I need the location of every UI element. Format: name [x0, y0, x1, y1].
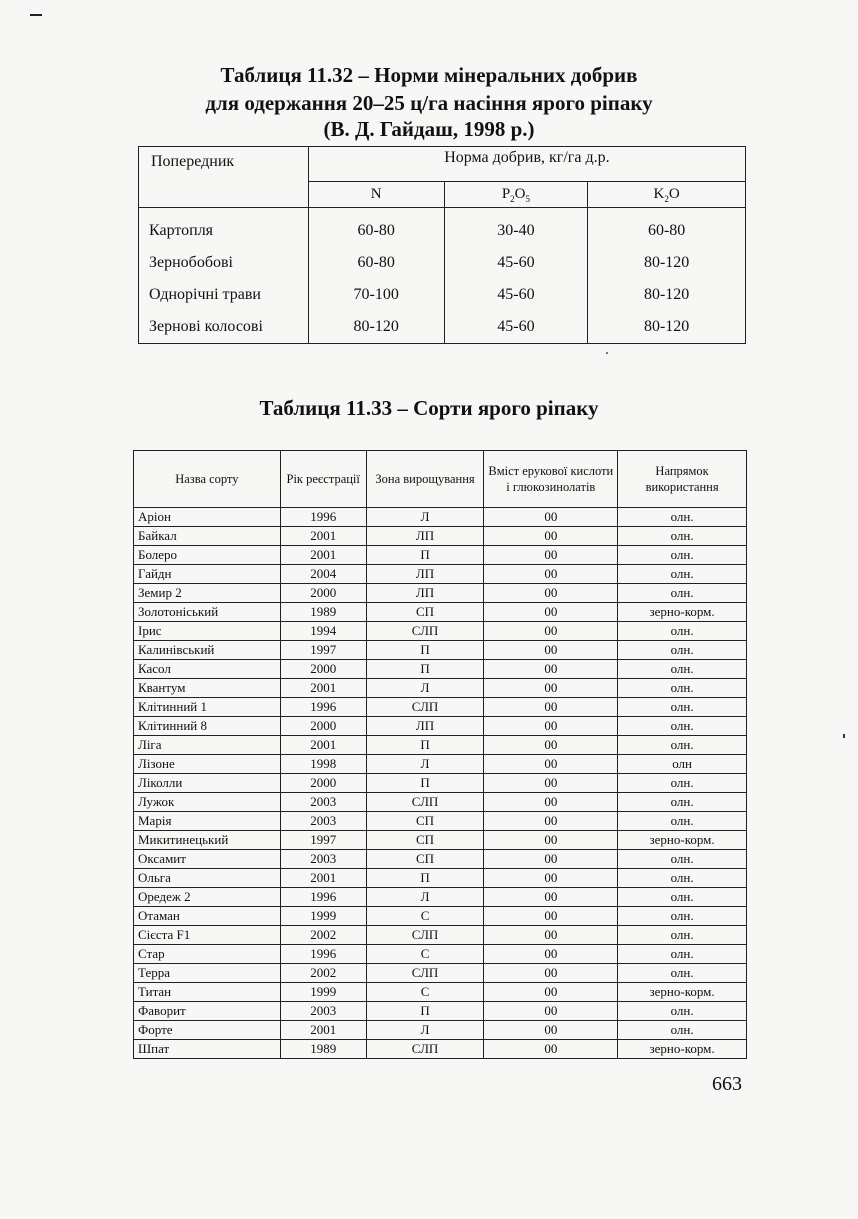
cell-purpose: зерно-корм. [618, 831, 747, 850]
cell-purpose: зерно-корм. [618, 983, 747, 1002]
cell-year: 1998 [280, 755, 366, 774]
cell-year: 1989 [280, 603, 366, 622]
cell-purpose: олн. [618, 546, 747, 565]
table-row [134, 603, 747, 622]
table-row [134, 850, 747, 869]
table-row [139, 247, 746, 279]
cell-zone: СЛП [366, 964, 484, 983]
cell-zone: Л [366, 679, 484, 698]
table-row [134, 622, 747, 641]
cell-purpose: олн. [618, 660, 747, 679]
cell-name: Лужок [134, 793, 281, 812]
cell-k: 80-120 [588, 247, 746, 279]
cell-year: 2003 [280, 850, 366, 869]
cell-name: Шпат [134, 1040, 281, 1059]
cell-name: Гайдн [134, 565, 281, 584]
header-k2o: $K_2O$ [588, 182, 746, 208]
cell-zone: СЛП [366, 1040, 484, 1059]
table-row [134, 641, 747, 660]
cell-name: Болеро [134, 546, 281, 565]
cell-year: 2001 [280, 736, 366, 755]
cell-erucic: 00 [484, 546, 618, 565]
cell-name: Касол [134, 660, 281, 679]
cell-purpose: олн. [618, 907, 747, 926]
table-row [134, 831, 747, 850]
cell-erucic: 00 [484, 831, 618, 850]
cell-name: Калинівський [134, 641, 281, 660]
cell-zone: С [366, 983, 484, 1002]
cell-purpose: олн. [618, 869, 747, 888]
table-row [134, 698, 747, 717]
speck [606, 352, 608, 354]
cell-year: 1996 [280, 945, 366, 964]
table-row [134, 660, 747, 679]
cell-name: Стар [134, 945, 281, 964]
cell-zone: П [366, 641, 484, 660]
cell-zone: СЛП [366, 926, 484, 945]
cell-purpose: олн. [618, 888, 747, 907]
cell-year: 2001 [280, 679, 366, 698]
cell-erucic: 00 [484, 565, 618, 584]
cell-name: Оредеж 2 [134, 888, 281, 907]
cell-purpose: олн. [618, 698, 747, 717]
table-row [134, 565, 747, 584]
cell-zone: П [366, 869, 484, 888]
cell-zone: ЛП [366, 717, 484, 736]
cell-erucic: 00 [484, 793, 618, 812]
header-growing-zone: Зона вирощування [366, 451, 484, 508]
cell-year: 2001 [280, 546, 366, 565]
cell-p: 45-60 [444, 279, 588, 311]
header-n: N [308, 182, 444, 208]
cell-zone: Л [366, 888, 484, 907]
cell-purpose: олн. [618, 508, 747, 527]
cell-name: Байкал [134, 527, 281, 546]
header-p2o5: $P_2O_5$ [444, 182, 588, 208]
cell-erucic: 00 [484, 755, 618, 774]
cell-purpose: олн. [618, 774, 747, 793]
table-row [134, 907, 747, 926]
cell-name: Однорічні трави [139, 279, 309, 311]
cell-zone: СЛП [366, 698, 484, 717]
cell-erucic: 00 [484, 717, 618, 736]
cell-purpose: олн. [618, 622, 747, 641]
cell-zone: С [366, 945, 484, 964]
cell-zone: СП [366, 831, 484, 850]
table1-title-line1: Таблиця 11.32 – Норми мінеральних добрив [220, 63, 638, 87]
cell-name: Титан [134, 983, 281, 1002]
cell-zone: Л [366, 1021, 484, 1040]
cell-zone: Л [366, 755, 484, 774]
cell-zone: ЛП [366, 565, 484, 584]
cell-zone: СП [366, 812, 484, 831]
cell-erucic: 00 [484, 964, 618, 983]
table-row [139, 311, 746, 344]
cell-k: 80-120 [588, 279, 746, 311]
table-row [134, 869, 747, 888]
cell-purpose: олн. [618, 736, 747, 755]
cell-name: Клітинний 8 [134, 717, 281, 736]
cell-name: Клітинний 1 [134, 698, 281, 717]
cell-zone: СЛП [366, 793, 484, 812]
table-row [134, 527, 747, 546]
cell-purpose: олн. [618, 565, 747, 584]
cell-erucic: 00 [484, 926, 618, 945]
cell-purpose: олн. [618, 679, 747, 698]
cell-year: 1999 [280, 907, 366, 926]
cell-n: 60-80 [308, 247, 444, 279]
cell-zone: П [366, 774, 484, 793]
cell-purpose: олн. [618, 793, 747, 812]
rapeseed-varieties-table [133, 450, 747, 1059]
table-row [134, 717, 747, 736]
cell-zone: ЛП [366, 584, 484, 603]
cell-year: 1996 [280, 888, 366, 907]
cell-year: 1997 [280, 831, 366, 850]
cell-purpose: олн. [618, 584, 747, 603]
cell-zone: Л [366, 508, 484, 527]
header-predecessor: Попередник [139, 147, 309, 208]
header-norm: Норма добрив, кг/га д.р. [308, 147, 745, 182]
cell-year: 2001 [280, 1021, 366, 1040]
cell-year: 2000 [280, 774, 366, 793]
cell-p: 30-40 [444, 208, 588, 248]
cell-zone: П [366, 736, 484, 755]
cell-name: Квантум [134, 679, 281, 698]
cell-erucic: 00 [484, 907, 618, 926]
cell-erucic: 00 [484, 660, 618, 679]
cell-zone: П [366, 660, 484, 679]
table-row [139, 279, 746, 311]
cell-name: Фаворит [134, 1002, 281, 1021]
cell-year: 1996 [280, 698, 366, 717]
cell-zone: СП [366, 850, 484, 869]
cell-purpose: олн. [618, 641, 747, 660]
cell-name: Форте [134, 1021, 281, 1040]
cell-erucic: 00 [484, 888, 618, 907]
cell-n: 70-100 [308, 279, 444, 311]
cell-year: 1989 [280, 1040, 366, 1059]
cell-purpose: олн. [618, 945, 747, 964]
cell-erucic: 00 [484, 869, 618, 888]
cell-name: Ліколли [134, 774, 281, 793]
cell-year: 1994 [280, 622, 366, 641]
cell-purpose: олн. [618, 527, 747, 546]
table-row [134, 964, 747, 983]
table-row [134, 888, 747, 907]
cell-purpose: зерно-корм. [618, 603, 747, 622]
table-row [139, 208, 746, 248]
header-variety-name: Назва сорту [134, 451, 281, 508]
cell-p: 45-60 [444, 247, 588, 279]
cell-erucic: 00 [484, 698, 618, 717]
cell-erucic: 00 [484, 1002, 618, 1021]
cell-n: 80-120 [308, 311, 444, 344]
cell-erucic: 00 [484, 527, 618, 546]
cell-year: 2001 [280, 869, 366, 888]
cell-purpose: олн. [618, 964, 747, 983]
cell-name: Ольга [134, 869, 281, 888]
margin-mark [843, 734, 845, 738]
cell-year: 2000 [280, 660, 366, 679]
cell-year: 2001 [280, 527, 366, 546]
table-row [134, 755, 747, 774]
cell-name: Зернобобові [139, 247, 309, 279]
cell-zone: ЛП [366, 527, 484, 546]
cell-erucic: 00 [484, 508, 618, 527]
cell-year: 1996 [280, 508, 366, 527]
header-erucic-content: Вміст ерукової кислоти і глюкозинолатів [484, 451, 618, 508]
cell-name: Оксамит [134, 850, 281, 869]
cell-zone: СП [366, 603, 484, 622]
cell-year: 2000 [280, 717, 366, 736]
cell-name: Ірис [134, 622, 281, 641]
cell-year: 2000 [280, 584, 366, 603]
table1-title-line2: для одержання 20–25 ц/га насіння ярого ріпаку [205, 91, 653, 115]
cell-year: 2004 [280, 565, 366, 584]
page-number: 663 [712, 1073, 742, 1095]
cell-purpose: олн [618, 755, 747, 774]
cell-name: Аріон [134, 508, 281, 527]
cell-zone: П [366, 546, 484, 565]
table-row [134, 736, 747, 755]
cell-erucic: 00 [484, 850, 618, 869]
table-row [134, 1021, 747, 1040]
page-mark [30, 14, 42, 16]
cell-zone: П [366, 1002, 484, 1021]
table-row [134, 774, 747, 793]
table-row [134, 584, 747, 603]
cell-purpose: олн. [618, 926, 747, 945]
cell-n: 60-80 [308, 208, 444, 248]
header-registration-year: Рік реєстрації [280, 451, 366, 508]
cell-erucic: 00 [484, 812, 618, 831]
cell-name: Лізоне [134, 755, 281, 774]
cell-erucic: 00 [484, 641, 618, 660]
cell-erucic: 00 [484, 945, 618, 964]
cell-erucic: 00 [484, 774, 618, 793]
cell-k: 60-80 [588, 208, 746, 248]
table-row [134, 1002, 747, 1021]
cell-name: Картопля [139, 208, 309, 248]
cell-name: Земир 2 [134, 584, 281, 603]
cell-erucic: 00 [484, 603, 618, 622]
table-row [134, 812, 747, 831]
table1-title-line3: (В. Д. Гайдаш, 1998 р.) [323, 117, 535, 141]
fertilizer-norms-table [138, 146, 746, 344]
cell-erucic: 00 [484, 983, 618, 1002]
table-row [134, 983, 747, 1002]
table-row [134, 926, 747, 945]
cell-year: 1999 [280, 983, 366, 1002]
cell-year: 2002 [280, 964, 366, 983]
cell-name: Зернові колосові [139, 311, 309, 344]
table-row [134, 1040, 747, 1059]
cell-name: Микитинецький [134, 831, 281, 850]
cell-zone: СЛП [366, 622, 484, 641]
cell-erucic: 00 [484, 736, 618, 755]
cell-purpose: олн. [618, 1002, 747, 1021]
cell-year: 1997 [280, 641, 366, 660]
cell-year: 2003 [280, 812, 366, 831]
table2-title: Таблиця 11.33 – Сорти ярого ріпаку [259, 396, 599, 420]
cell-year: 2003 [280, 793, 366, 812]
table-row [134, 508, 747, 527]
cell-name: Ліга [134, 736, 281, 755]
cell-name: Золотоніський [134, 603, 281, 622]
cell-year: 2002 [280, 926, 366, 945]
cell-k: 80-120 [588, 311, 746, 344]
table-row [134, 679, 747, 698]
cell-erucic: 00 [484, 622, 618, 641]
table-row [134, 793, 747, 812]
cell-erucic: 00 [484, 1021, 618, 1040]
cell-name: Марія [134, 812, 281, 831]
cell-purpose: зерно-корм. [618, 1040, 747, 1059]
cell-year: 2003 [280, 1002, 366, 1021]
cell-name: Отаман [134, 907, 281, 926]
cell-purpose: олн. [618, 717, 747, 736]
cell-erucic: 00 [484, 679, 618, 698]
cell-erucic: 00 [484, 1040, 618, 1059]
table-row [134, 945, 747, 964]
cell-p: 45-60 [444, 311, 588, 344]
cell-name: Сієста F1 [134, 926, 281, 945]
cell-purpose: олн. [618, 1021, 747, 1040]
table-row [134, 546, 747, 565]
cell-purpose: олн. [618, 812, 747, 831]
cell-name: Терра [134, 964, 281, 983]
cell-purpose: олн. [618, 850, 747, 869]
header-purpose: Напрямок використання [618, 451, 747, 508]
cell-zone: С [366, 907, 484, 926]
cell-erucic: 00 [484, 584, 618, 603]
